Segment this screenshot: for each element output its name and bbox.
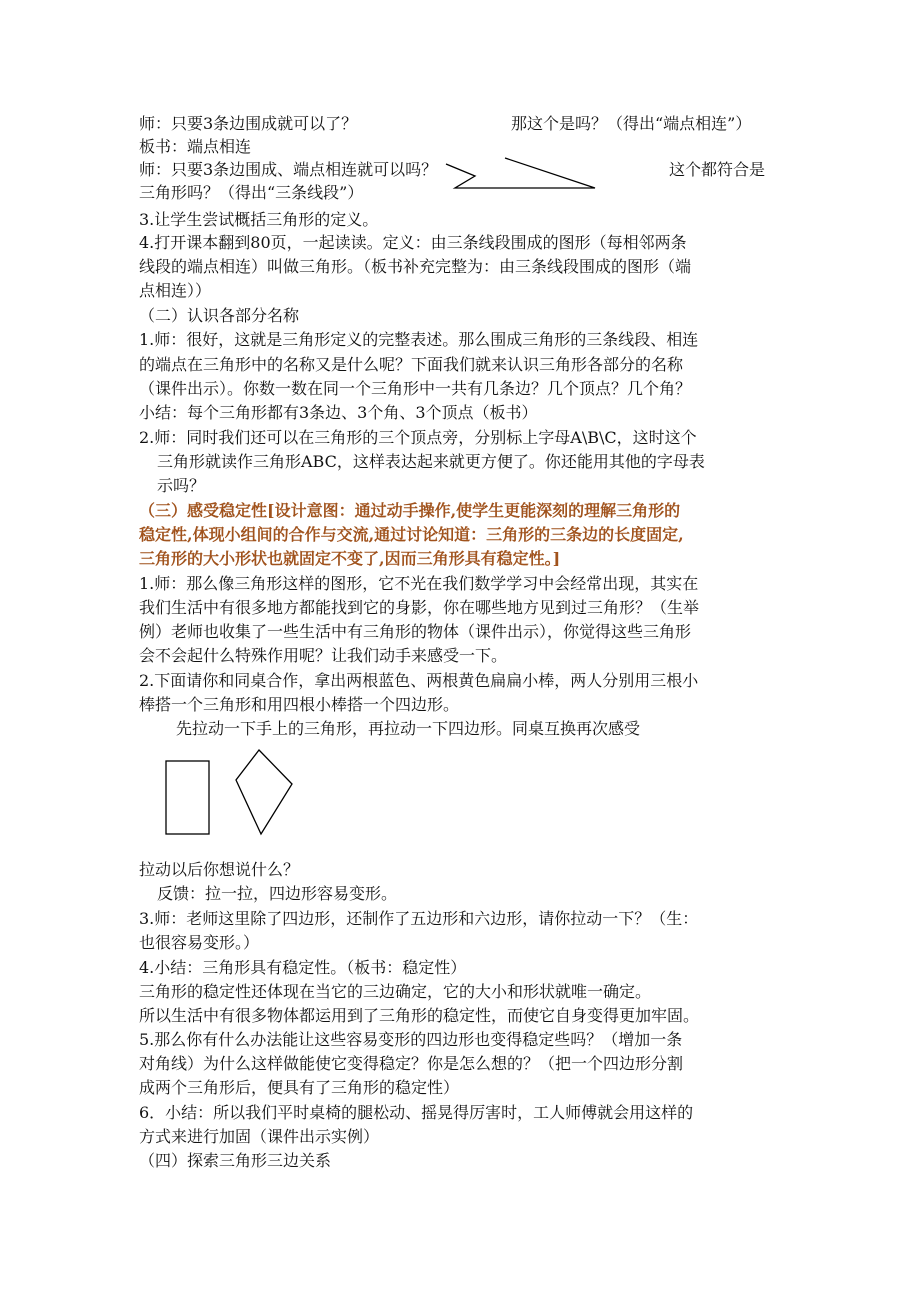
text-line: 4.打开课本翻到80页，一起读读。定义：由三条线段围成的图形（每相邻两条	[139, 233, 687, 252]
section-heading-bold: （三）感受稳定性[设计意图：通过动手操作,使学生更能深刻的理解三角形的	[139, 501, 681, 520]
text-line: 6．小结：所以我们平时桌椅的腿松动、摇晃得厉害时，工人师傅就会用这样的	[139, 1103, 694, 1122]
text-line: 师：只要3条边围成就可以了？	[139, 114, 358, 133]
text-line: 也很容易变形。）	[139, 933, 260, 952]
text-line: 拉动以后你想说什么？	[139, 860, 300, 879]
text-line: 4.小结：三角形具有稳定性。（板书：稳定性）	[139, 958, 467, 977]
text-line: 1.师：那么像三角形这样的图形，它不光在我们数学学习中会经常出现，其实在	[139, 574, 699, 593]
text-line: 1.师：很好，这就是三角形定义的完整表述。那么围成三角形的三条线段、相连	[139, 330, 699, 349]
text-line: 三角形就读作三角形ABC，这样表达起来就更方便了。你还能用其他的字母表	[157, 452, 705, 471]
section-heading: （四）探索三角形三边关系	[139, 1151, 332, 1170]
text-line: 师：只要3条边围成、端点相连就可以吗？	[139, 160, 438, 179]
rectangle-figure	[165, 760, 211, 836]
text-line: 点相连））	[139, 281, 212, 300]
text-line: 棒搭一个三角形和用四根小棒搭一个四边形。	[139, 695, 460, 714]
text-line: 三角形吗？（得出“三条线段”）	[139, 183, 364, 202]
text-line-right: 那这个是吗？（得出“端点相连”）	[511, 114, 752, 133]
text-line: 2.下面请你和同桌合作，拿出两根蓝色、两根黄色扁扁小棒，两人分别用三根小	[139, 671, 699, 690]
kite-figure	[234, 748, 294, 838]
text-line: 板书：端点相连	[139, 137, 252, 156]
text-line: 方式来进行加固（课件出示实例）	[139, 1127, 380, 1146]
text-line: 三角形的稳定性还体现在当它的三边确定，它的大小和形状就唯一确定。	[139, 982, 652, 1001]
text-line: （课件出示）。你数一数在同一个三角形中一共有几条边？几个顶点？几个角？	[139, 379, 692, 398]
section-heading-bold: 三角形的大小形状也就固定不变了,因而三角形具有稳定性。]	[139, 549, 561, 568]
text-line: 会不会起什么特殊作用呢？让我们动手来感受一下。	[139, 646, 508, 665]
text-line: 例）老师也收集了一些生活中有三角形的物体（课件出示），你觉得这些三角形	[139, 622, 692, 641]
text-line: 2.师：同时我们还可以在三角形的三个顶点旁，分别标上字母A\B\C，这时这个	[139, 428, 697, 447]
section-heading: （二）认识各部分名称	[139, 306, 300, 325]
text-line-right: 这个都符合是	[669, 160, 766, 179]
text-line: 5.那么你有什么办法能让这些容易变形的四边形也变得稳定些吗？（增加一条	[139, 1030, 683, 1049]
text-line: 成两个三角形后，便具有了三角形的稳定性）	[139, 1078, 460, 1097]
text-line: 3.师：老师这里除了四边形，还制作了五边形和六边形，请你拉动一下？（生：	[139, 909, 699, 928]
text-line: 线段的端点相连）叫做三角形。（板书补充完整为：由三条线段围成的图形（端	[139, 257, 692, 276]
section-heading-bold: 稳定性,体现小组间的合作与交流,通过讨论知道：三角形的三条边的长度固定,	[139, 525, 684, 544]
text-line: 3.让学生尝试概括三角形的定义。	[139, 210, 379, 229]
text-line: 对角线）为什么这样做能使它变得稳定？你是怎么想的？（把一个四边形分割	[139, 1054, 684, 1073]
text-line: 示吗？	[157, 476, 206, 495]
text-line: 所以生活中有很多物体都运用到了三角形的稳定性，而使它自身变得更加牢固。	[139, 1006, 700, 1025]
open-triangle-figure	[440, 150, 610, 200]
text-line: 小结：每个三角形都有3条边、3个角、3个顶点（板书）	[139, 403, 538, 422]
text-line: 反馈：拉一拉，四边形容易变形。	[157, 884, 398, 903]
text-line: 的端点在三角形中的名称又是什么呢？下面我们就来认识三角形各部分的名称	[139, 355, 684, 374]
text-line: 我们生活中有很多地方都能找到它的身影，你在哪些地方见到过三角形？（生举	[139, 598, 700, 617]
text-line: 先拉动一下手上的三角形，再拉动一下四边形。同桌互换再次感受	[176, 719, 641, 738]
